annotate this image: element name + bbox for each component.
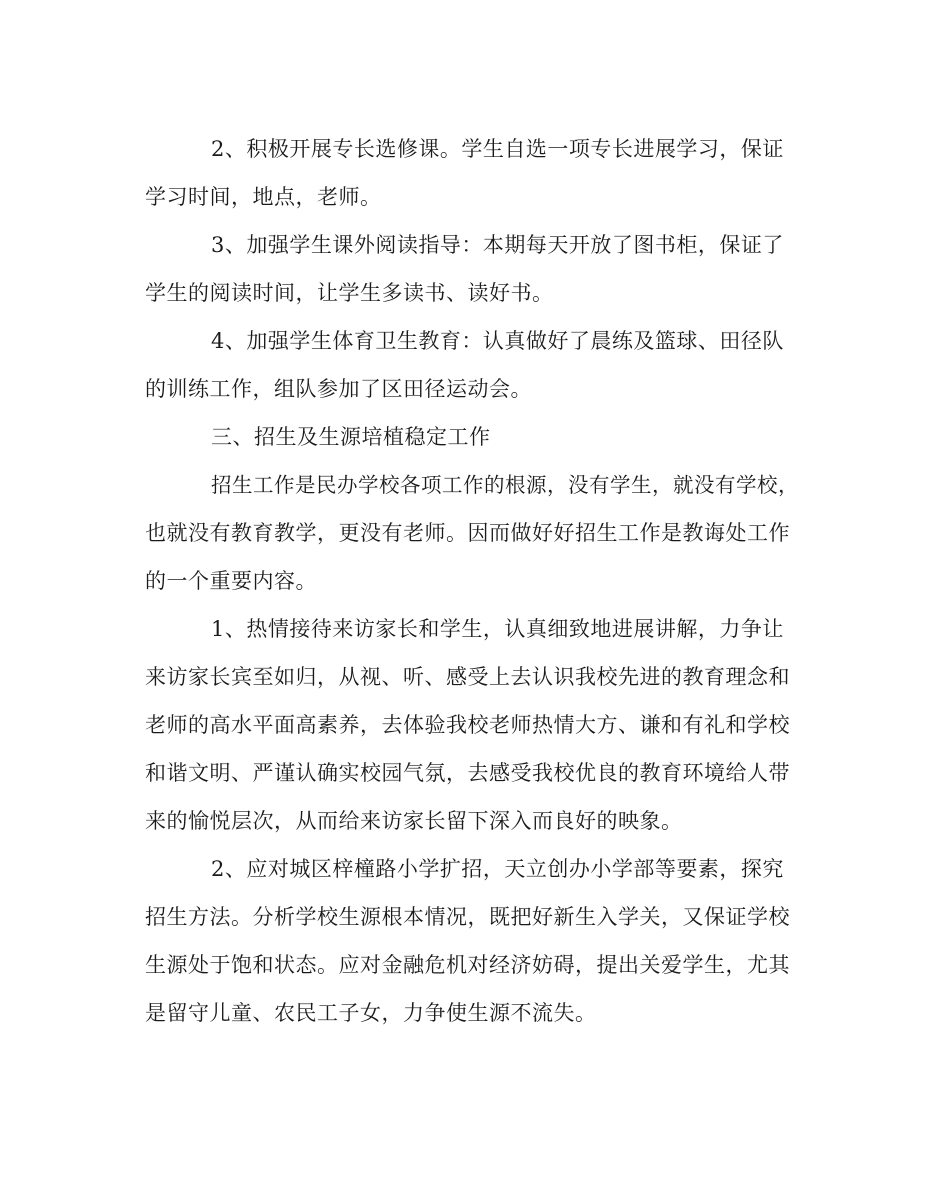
text-line: 和谐文明、严谨认确实校园气氛，去感受我校优良的教育环境给人带 bbox=[145, 761, 790, 785]
text-line: 1、热情接待来访家长和学生，认真细致地进展讲解，力争让 bbox=[211, 617, 784, 641]
paragraph-item-1-reception bbox=[145, 605, 805, 845]
text-line: 的一个重要内容。 bbox=[145, 569, 317, 593]
text-line: 也就没有教育教学，更没有老师。因而做好好招生工作是教诲处工作 bbox=[145, 521, 790, 545]
text-line: 学生的阅读时间，让学生多读书、读好书。 bbox=[145, 281, 554, 305]
paragraph-section-intro bbox=[145, 461, 805, 605]
text-line: 老师的高水平面高素养，去体验我校老师热情大方、谦和有礼和学校 bbox=[145, 713, 790, 737]
paragraph-item-2-enrollment bbox=[145, 845, 805, 1037]
paragraph-item-4-sports bbox=[145, 317, 805, 413]
text-line: 生源处于饱和状态。应对金融危机对经济妨碍，提出关爱学生，尤其 bbox=[145, 953, 790, 977]
text-line: 招生方法。分析学校生源根本情况，既把好新生入学关，又保证学校 bbox=[145, 905, 790, 929]
document-body bbox=[145, 125, 805, 1037]
paragraph-item-2-electives bbox=[145, 125, 805, 221]
text-line: 2、应对城区梓橦路小学扩招，天立创办小学部等要素，探究 bbox=[211, 857, 784, 881]
section-heading bbox=[145, 413, 805, 461]
text-line: 3、加强学生课外阅读指导：本期每天开放了图书柜，保证了 bbox=[211, 233, 784, 257]
text-line: 学习时间，地点，老师。 bbox=[145, 185, 382, 209]
text-line: 三、招生及生源培植稳定工作 bbox=[211, 425, 491, 449]
text-line: 来的愉悦层次，从而给来访家长留下深入而良好的映象。 bbox=[145, 809, 683, 833]
text-line: 来访家长宾至如归，从视、听、感受上去认识我校先进的教育理念和 bbox=[145, 665, 790, 689]
text-line: 是留守儿童、农民工子女，力争使生源不流失。 bbox=[145, 1001, 597, 1025]
text-line: 4、加强学生体育卫生教育：认真做好了晨练及篮球、田径队 bbox=[211, 329, 784, 353]
text-line: 的训练工作，组队参加了区田径运动会。 bbox=[145, 377, 532, 401]
text-line: 2、积极开展专长选修课。学生自选一项专长进展学习，保证 bbox=[211, 137, 784, 161]
text-line: 招生工作是民办学校各项工作的根源，没有学生，就没有学校， bbox=[211, 473, 799, 497]
paragraph-item-3-reading bbox=[145, 221, 805, 317]
